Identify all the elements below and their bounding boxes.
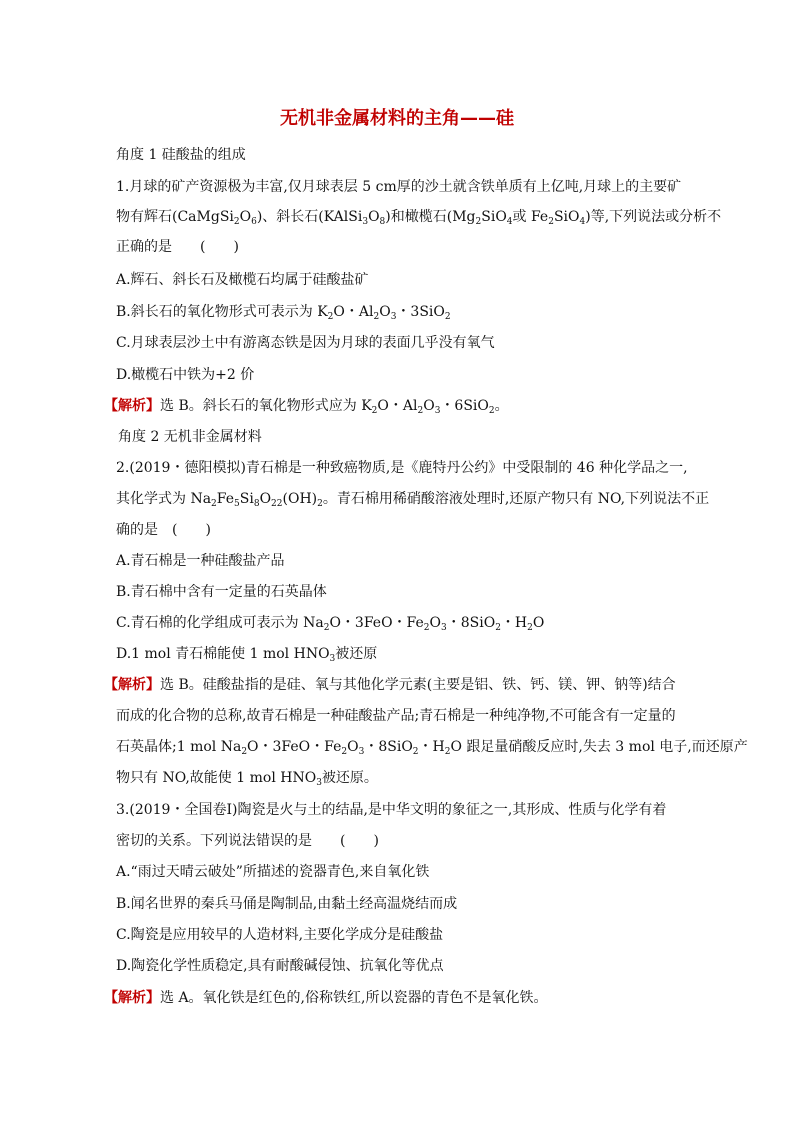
section-heading-2: 角度 2 无机非金属材料 bbox=[118, 429, 262, 445]
q2-option-b: B.青石棉中含有一定量的石英晶体 bbox=[116, 584, 327, 600]
q2-answer-line-1: 【解析】选 B。硅酸盐指的是硅、氧与其他化学元素(主要是铝、铁、钙、镁、钾、钠等)结合 bbox=[104, 677, 676, 693]
q2-stem-line-1: 2.(2019・德阳模拟)青石棉是一种致癌物质,是《鹿特丹公约》中受限制的 46 种化学品之一, bbox=[116, 460, 688, 476]
q1-option-d: D.橄榄石中铁为+2 价 bbox=[116, 367, 255, 383]
q1-option-b: B.斜长石的氧化物形式可表示为 $K_2O$・$Al_2O_3$・3SiO$_2$ bbox=[116, 304, 451, 322]
q1-stem-line-1: 1.月球的矿产资源极为丰富,仅月球表层 5 cm厚的沙土就含铁单质有上亿吨,月球上的主要矿 bbox=[116, 179, 682, 195]
q2-stem-line-3: 确的是 ( ) bbox=[116, 522, 211, 538]
q3-stem-line-1: 3.(2019・全国卷Ⅰ)陶瓷是火与土的结晶,是中华文明的象征之一,其形成、性质与化学有着 bbox=[116, 802, 667, 818]
q2-answer-line-4: 物只有 NO,故能使 1 mol $HNO_3$被还原。 bbox=[116, 770, 378, 788]
q1-option-c: C.月球表层沙土中有游离态铁是因为月球的表面几乎没有氧气 bbox=[116, 335, 495, 351]
q2-answer-line-3: 石英晶体;1 mol $Na_2O$・3FeO・$Fe_2O_3$・8SiO$_2$・$H_2O$ 跟足量硝酸反应时,失去 3 mol 电子,而还原产 bbox=[116, 739, 748, 757]
q1-answer: 【解析】选 B。斜长石的氧化物形式应为 $K_2O$・$Al_2O_3$・6SiO$_2$。 bbox=[104, 398, 509, 416]
q2-option-a: A.青石棉是一种硅酸盐产品 bbox=[116, 553, 285, 569]
q2-stem-line-2: 其化学式为 $Na_2Fe_5Si_8O_{22}(OH)_2$。青石棉用稀硝酸溶液处理时,还原产物只有 NO,下列说法不正 bbox=[116, 491, 710, 509]
q3-option-c: C.陶瓷是应用较早的人造材料,主要化学成分是硅酸盐 bbox=[116, 927, 444, 943]
q3-option-d: D.陶瓷化学性质稳定,具有耐酸碱侵蚀、抗氧化等优点 bbox=[116, 958, 444, 974]
q3-answer: 【解析】选 A。氧化铁是红色的,俗称铁红,所以瓷器的青色不是氧化铁。 bbox=[104, 990, 548, 1006]
q1-stem-line-2: 物有辉石$(CaMgSi_2O_6)$、斜长石$(KAlSi_3O_8)$和橄榄石($Mg_2SiO_4$或 $Fe_2SiO_4$)等,下列说法或分析不 bbox=[116, 209, 722, 227]
q1-option-a: A.辉石、斜长石及橄榄石均属于硅酸盐矿 bbox=[116, 272, 369, 288]
q2-option-c: C.青石棉的化学组成可表示为 $Na_2O$・3FeO・$Fe_2O_3$・8SiO$_2$・$H_2O$ bbox=[116, 615, 545, 633]
q3-stem-line-2: 密切的关系。下列说法错误的是 ( ) bbox=[116, 833, 379, 849]
q1-stem-line-3: 正确的是 ( ) bbox=[116, 239, 239, 255]
page-title: 无机非金属材料的主角——硅 bbox=[280, 108, 514, 129]
q2-option-d: D.1 mol 青石棉能使 1 mol $HNO_3$被还原 bbox=[116, 646, 378, 664]
q3-option-b: B.闻名世界的秦兵马俑是陶制品,由黏土经高温烧结而成 bbox=[116, 896, 458, 912]
q2-answer-line-2: 而成的化合物的总称,故青石棉是一种硅酸盐产品;青石棉是一种纯净物,不可能含有一定量的 bbox=[116, 708, 676, 724]
q3-option-a: A.“雨过天晴云破处”所描述的瓷器青色,来自氧化铁 bbox=[116, 864, 430, 880]
section-heading-1: 角度 1 硅酸盐的组成 bbox=[116, 147, 246, 163]
